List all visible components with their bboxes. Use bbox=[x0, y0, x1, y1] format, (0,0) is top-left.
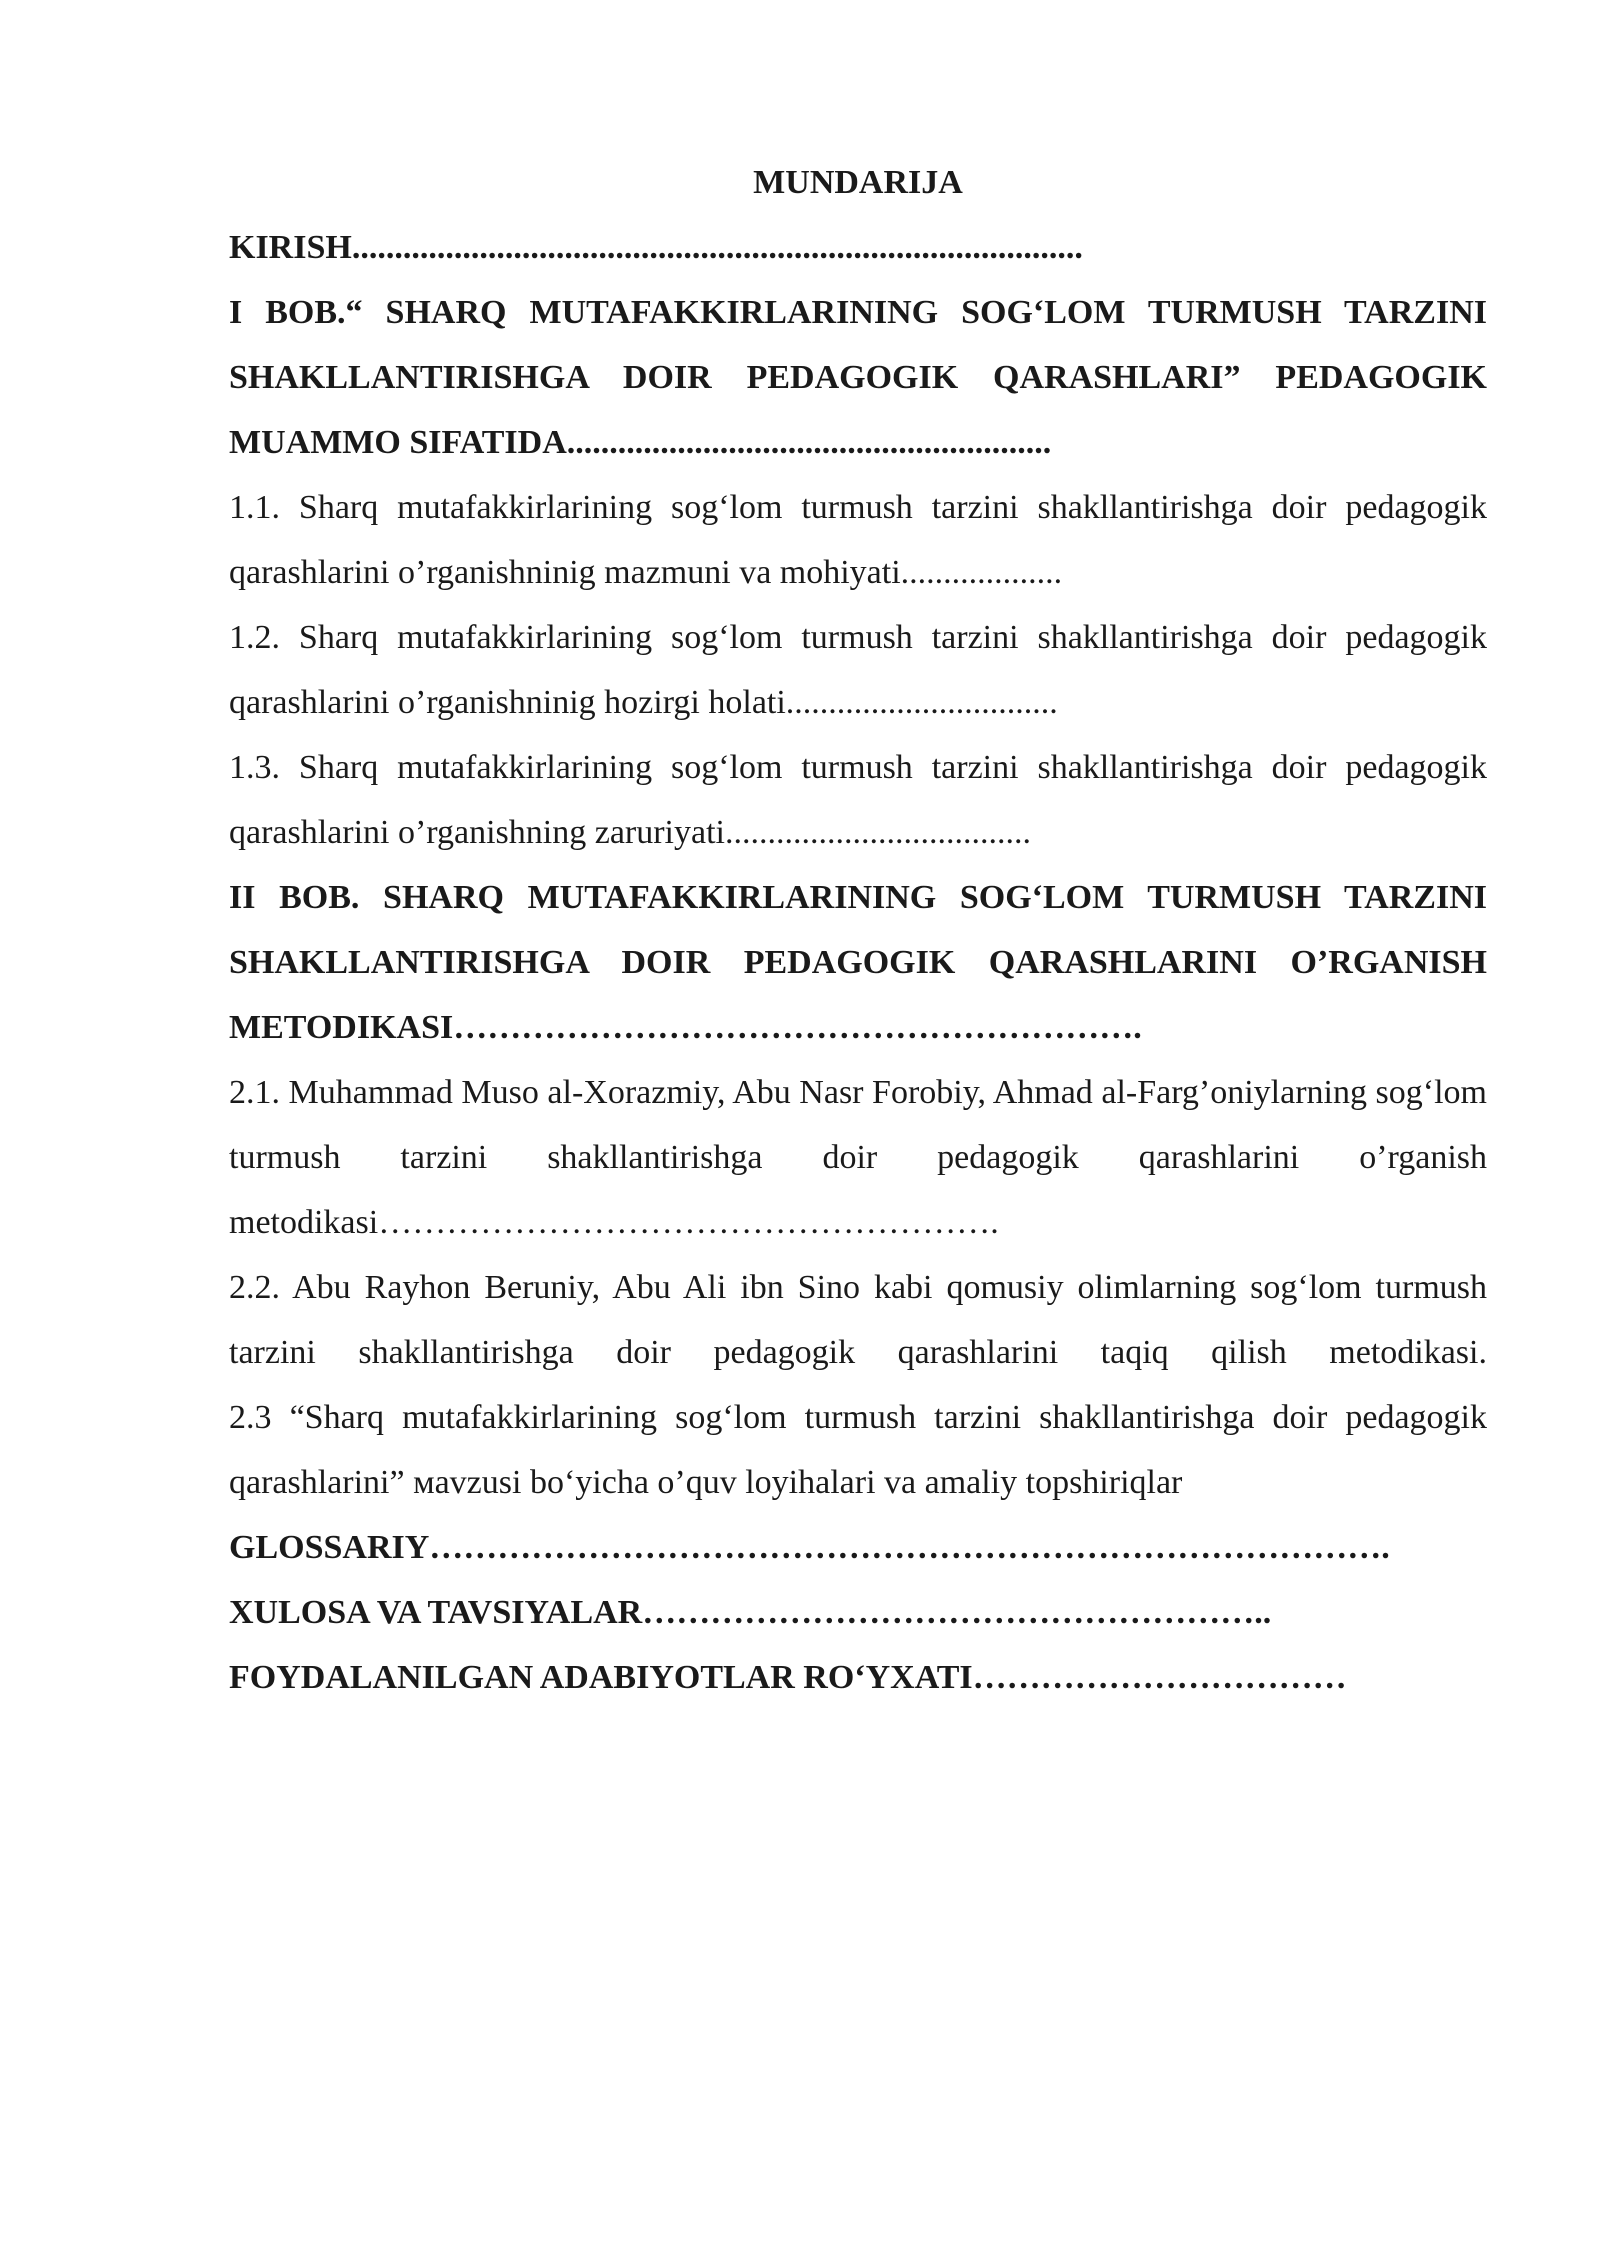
toc-entry-2-2: 2.2. Abu Rayhon Beruniy, Abu Ali ibn Sino kabi qomusiy olimlarning sog‘lom turmush tarzini shakllantirishga doir pedagogik qarashlarini taqiq qilish metodikasi. bbox=[229, 1269, 1487, 1371]
toc-entry-2-1: 2.1. Muhammad Muso al-Xorazmiy, Abu Nasr Forobiy, Ahmad al-Farg’oniylarning sog‘lom turmush tarzini shakllantirishga doir pedagogik qarashlarini o’rganish metodikasi………………………………………………. bbox=[229, 1074, 1487, 1241]
toc-entry-1-3: 1.3. Sharq mutafakkirlarining sog‘lom turmush tarzini shakllantirishga doir pedagogik qarashlarini o’rganishning zaruriyati.................................... bbox=[229, 749, 1487, 851]
toc-entry-xulosa: XULOSA VA TAVSIYALAR……………………………………………….. bbox=[229, 1594, 1272, 1631]
table-of-contents bbox=[229, 150, 1487, 1710]
toc-entry-adabiyotlar: FOYDALANILGAN ADABIYOTLAR RO‘YXATI…………………………… bbox=[229, 1659, 1347, 1696]
toc-entry-1-1: 1.1. Sharq mutafakkirlarining sog‘lom turmush tarzini shakllantirishga doir pedagogik qarashlarini o’rganishninig mazmuni va mohiyati................... bbox=[229, 489, 1487, 591]
page-title: MUNDARIJA bbox=[753, 164, 963, 201]
toc-entry-chapter-1: I BOB.“ SHARQ MUTAFAKKIRLARINING SOG‘LOM TURMUSH TARZINI SHAKLLANTIRISHGA DOIR PEDAGOGIK QARASHLARI” PEDAGOGIK MUAMMO SIFATIDA......................................................... bbox=[229, 294, 1487, 461]
toc-entry-2-3: 2.3 “Sharq mutafakkirlarining sog‘lom turmush tarzini shakllantirishga doir pedagogik qarashlarini” мavzusi bo‘yicha o’quv loyihalari va amaliy topshiriqlar bbox=[229, 1399, 1487, 1501]
toc-entry-kirish: KIRISH...................................................................................... bbox=[229, 229, 1083, 266]
toc-entry-chapter-2: II BOB. SHARQ MUTAFAKKIRLARINING SOG‘LOM TURMUSH TARZINI SHAKLLANTIRISHGA DOIR PEDAGOGIK QARASHLARINI O’RGANISH METODIKASI……………………………………………………. bbox=[229, 879, 1487, 1046]
toc-entry-glossariy: GLOSSARIY…………………………………………………………………………. bbox=[229, 1529, 1390, 1566]
toc-entry-1-2: 1.2. Sharq mutafakkirlarining sog‘lom turmush tarzini shakllantirishga doir pedagogik qarashlarini o’rganishninig hozirgi holati................................ bbox=[229, 619, 1487, 721]
